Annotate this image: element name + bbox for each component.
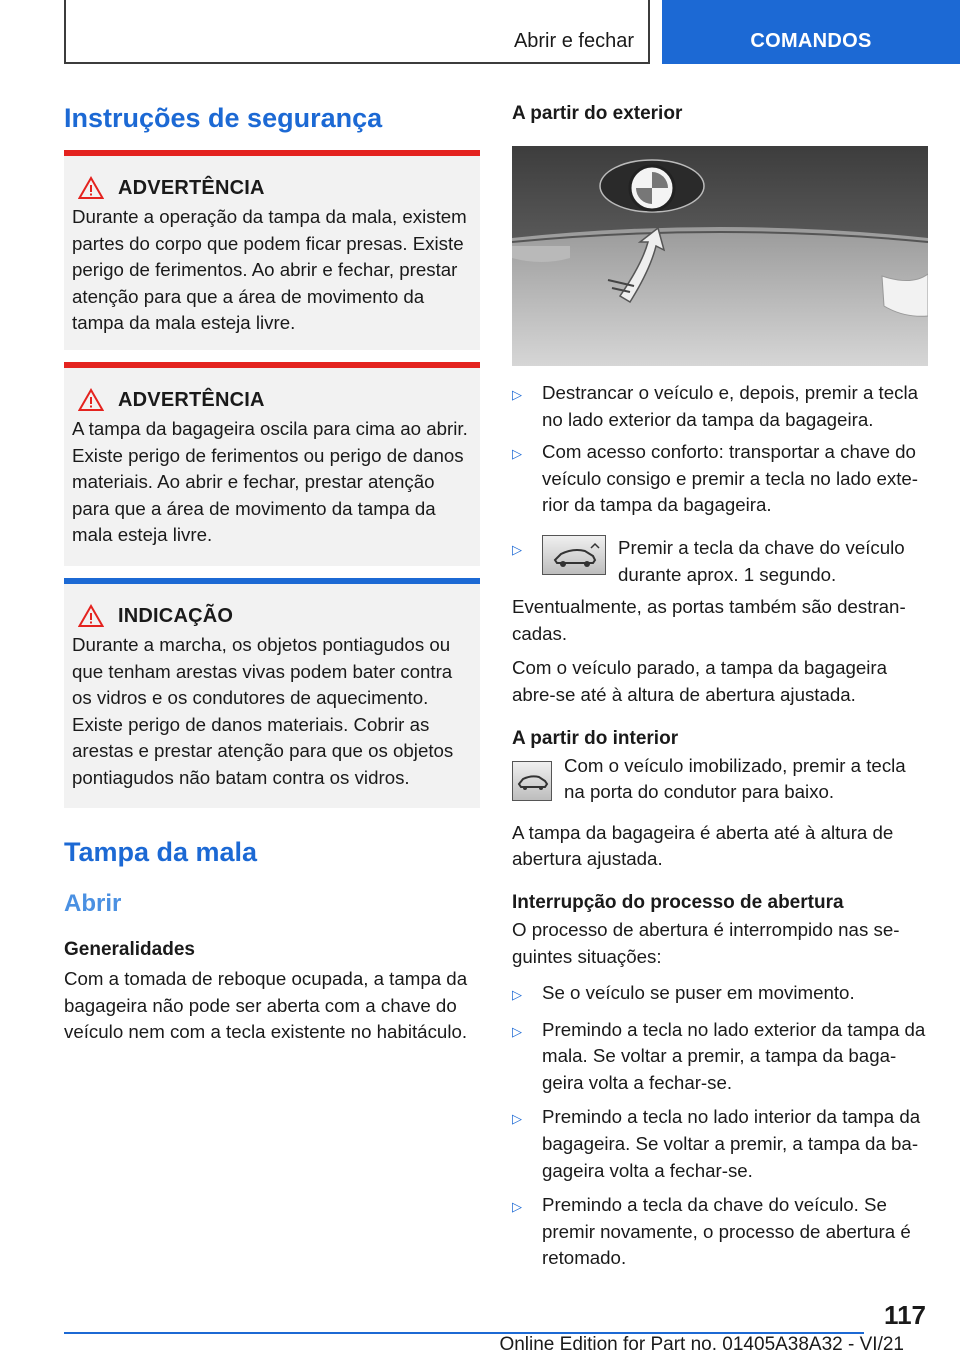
interrupt-title: Interrupção do processo de abertura	[512, 891, 844, 913]
warning-text: Durante a operação da tampa da mala, existem partes do corpo que podem ficar presas. Existe perigo de ferimentos. Ao abrir e fechar, prestar atenção para que a área de movimento da tampa da mala esteja livre.	[72, 206, 467, 334]
list-item: ▷ Premindo a tecla no lado exterior da tampa da mala. Se voltar a premir, a tampa da baga‐geira volta a fechar-se.	[512, 1017, 928, 1097]
list-item: ▷ Se o veículo se puser em movimento.	[512, 980, 928, 1009]
interior-title: A partir do interior	[512, 727, 679, 749]
note-label: INDICAÇÃO	[118, 604, 234, 627]
bullet-triangle-icon: ▷	[512, 1111, 522, 1127]
general-title: Generalidades	[64, 939, 195, 960]
warning-box-2	[64, 362, 480, 566]
warning-triangle-icon	[78, 176, 104, 200]
warning-label: ADVERTÊNCIA	[118, 388, 265, 411]
bullet-triangle-icon: ▷	[512, 1199, 522, 1215]
header-tab-comandos[interactable]: COMANDOS	[662, 0, 960, 64]
interrupt-steps	[512, 980, 928, 1272]
general-text: Com a tomada de reboque ocupada, a tampa da bagageira não pode ser aberta com a chave do veículo nem com a tecla existente no habitáculo.	[64, 968, 468, 1043]
page-number: 117	[884, 1300, 926, 1330]
warning-text: A tampa da bagageira oscila para cima ao abrir. Existe perigo de ferimentos ou perigo de danos materiais. Ao abrir e fechar, prestar atenção para que a área de movimento da tampa da mala esteja livre.	[72, 418, 468, 546]
list-item: ▷ Destrancar o veículo e, depois, premir a tecla no lado exterior da tampa da bagageira.	[512, 380, 928, 433]
interrupt-intro: O processo de abertura é interrompido nas se‐guintes situações:	[512, 918, 900, 967]
header-box	[64, 0, 650, 64]
bullet-triangle-icon: ▷	[512, 987, 522, 1003]
trunk-title: Tampa da mala	[64, 837, 258, 867]
list-item: ▷ Premindo a tecla no lado interior da tampa da bagageira. Se voltar a premir, a tampa da ba‐gageira volta a fechar-se.	[512, 1104, 928, 1184]
list-item: ▷ Premir a tecla da chave do veículo durante aprox. 1 segundo.	[512, 535, 928, 588]
warning-triangle-icon	[78, 388, 104, 412]
trunk-key-icon	[512, 761, 552, 801]
trunk-key-icon	[542, 535, 606, 575]
warning-label: ADVERTÊNCIA	[118, 176, 265, 199]
note-box	[64, 578, 480, 808]
warning-triangle-icon	[78, 604, 104, 628]
para-interior: A tampa da bagageira é aberta até à altura de abertura ajustada.	[512, 821, 894, 870]
bullet-triangle-icon: ▷	[512, 541, 522, 557]
bullet-triangle-icon: ▷	[512, 446, 522, 462]
open-title: Abrir	[64, 890, 122, 917]
bullet-triangle-icon: ▷	[512, 1023, 522, 1039]
interior-step: Com o veículo imobilizado, premir a tecla na porta do condutor para baixo.	[512, 753, 928, 806]
note-text: Durante a marcha, os objetos pontiagudos ou que tenham arestas vivas podem bater contra os vidros e os condutores de aquecimento. Existe perigo de danos materiais. Cobrir as arestas e prestar atenção para que os objetos pontiagudos não batam contra os vidros.	[72, 634, 454, 788]
trunk-button-photo	[512, 146, 928, 366]
bullet-triangle-icon: ▷	[512, 387, 522, 402]
left-column	[64, 98, 480, 1046]
right-column	[512, 100, 928, 1272]
header-section-title: Abrir e fechar	[513, 30, 634, 52]
para-parked: Com o veículo parado, a tampa da bagageira abre-se até à altura de abertura ajustada.	[512, 657, 888, 705]
warning-box-1	[64, 150, 480, 350]
list-item: ▷ Com acesso conforto: transportar a chave do veículo consigo e premir a tecla no lado exte‐rior da tampa da bagageira.	[512, 439, 928, 519]
exterior-steps	[512, 380, 928, 588]
list-item: ▷ Premindo a tecla da chave do veículo. Se premir novamente, o processo de abertura é retomado.	[512, 1192, 928, 1272]
safety-title: Instruções de segurança	[64, 103, 383, 133]
exterior-title: A partir do exterior	[512, 103, 683, 124]
para-doors: Eventualmente, as portas também são destran‐cadas.	[512, 596, 906, 644]
footer-edition: Online Edition for Part no. 01405A38A32 - VI/21	[499, 1334, 904, 1355]
